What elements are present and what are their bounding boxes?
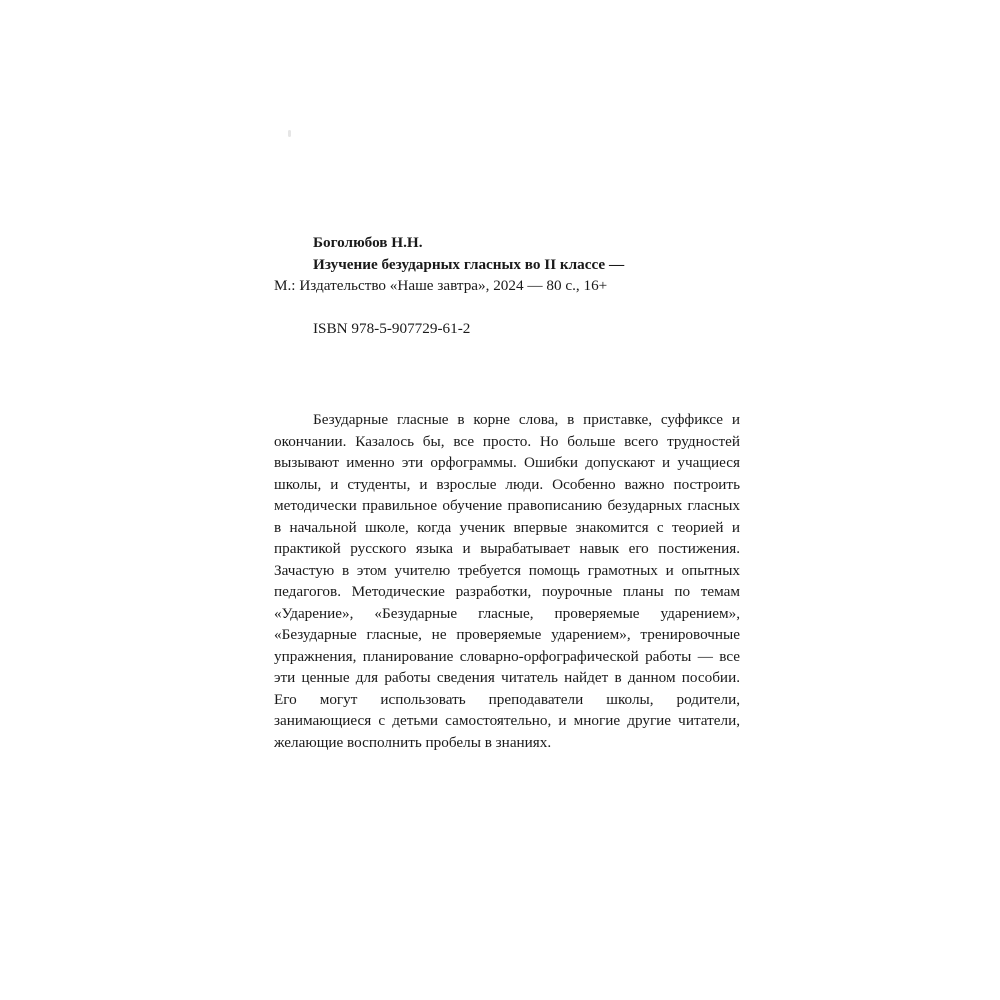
catalog-record xyxy=(274,232,744,339)
author-name: Боголюбов Н.Н. xyxy=(313,234,423,251)
imprint-line: М.: Издательство «Наше завтра», 2024 — 80 с., 16+ xyxy=(274,277,608,294)
annotation-paragraph: Безударные гласные в корне слова, в приставке, суффиксе и окончании. Казалось бы, все просто. Но больше всего трудностей вызывают именно эти орфограммы. Ошибки допускают и учащиеся школы, и студенты, и взрослые люди. Особенно важно построить методически правильное обучение правописанию безударных гласных в начальной школе, когда ученик впервые знакомится с теорией и практикой русского языка и вырабатывает навык его постижения. Зачастую в этом учителю требуется помощь грамотных и опытных педагогов. Методические разработки, поурочные планы по темам «Ударение», «Безударные гласные, проверяемые ударением», «Безударные гласные, не проверяемые ударением», тренировочные упражнения, планирование словарно-орфографической работы — все эти ценные для работы сведения читатель найдет в данном пособии. Его могут использовать преподаватели школы, родители, занимающиеся с детьми самостоятельно, и многие другие читатели, желающие восполнить пробелы в знаниях. xyxy=(274,411,740,751)
isbn: ISBN 978-5-907729-61-2 xyxy=(313,319,471,337)
book-title: Изучение безударных гласных во II классе — xyxy=(313,255,625,273)
page-speck xyxy=(288,130,291,137)
